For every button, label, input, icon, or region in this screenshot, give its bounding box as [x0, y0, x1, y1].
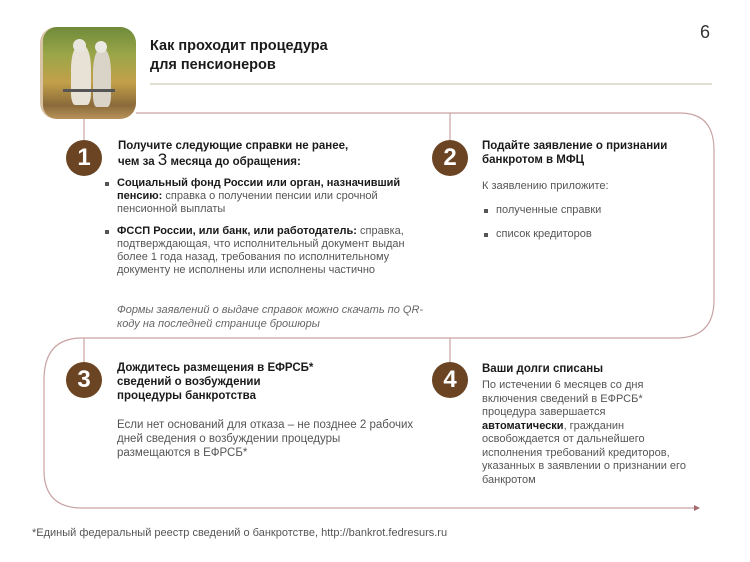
item-source: Социальный фонд России или орган, назначивший пенсию:: [117, 177, 401, 202]
step-2-list: [482, 204, 601, 241]
item-text: справка, подтверждающая, что исполнительный документ выдан более 1 года назад, требования по исполнительному документу не исполнены или исполнены частично: [117, 225, 405, 276]
step-2-intro: К заявлению приложите:: [482, 180, 609, 192]
title-line-2: для пенсионеров: [150, 57, 276, 73]
step-3-heading: Дождитесь размещения в ЕФРСБ* сведений о возбуждении процедуры банкротства: [117, 362, 314, 402]
automatic-emphasis: автоматически: [482, 419, 564, 432]
step-2-heading: Подайте заявление о признании банкротом в МФЦ: [482, 140, 668, 166]
step-3-badge: 3: [66, 362, 102, 398]
step-4-badge: 4: [432, 362, 468, 398]
item-text: справка о получении пенсии или срочной пенсионной выплаты: [117, 190, 378, 215]
months-count: 3: [157, 150, 168, 169]
seniors-photo: [40, 27, 136, 119]
list-item: [103, 177, 433, 216]
step-1-heading: [118, 139, 418, 169]
step-2-badge: 2: [432, 140, 468, 176]
text-part: По истечении 6 месяцев со дня включения сведений в ЕФРСБ* процедура завершается: [482, 379, 644, 418]
page-number: 6: [700, 22, 711, 42]
step-1-heading-line-2: [118, 150, 418, 169]
step-1-heading-line-1: Получите следующие справки не ранее,: [118, 140, 349, 152]
title-line-1: Как проходит процедура: [150, 38, 328, 54]
step-1-note: Формы заявлений о выдаче справок можно скачать по QR-коду на последней странице брошюры: [117, 304, 424, 330]
step-3-text: Если нет оснований для отказа – не позднее 2 рабочих дней сведения о возбуждении процедуры размещаются в ЕФРСБ*: [117, 419, 414, 459]
list-item: [103, 225, 433, 277]
footnote: *Единый федеральный реестр сведений о банкротстве, http://bankrot.fedresurs.ru: [32, 527, 448, 539]
list-item: полученные справки: [482, 204, 601, 217]
page-title: [150, 37, 328, 75]
step-4-heading: Ваши долги списаны: [482, 363, 604, 375]
heading-text: месяца до обращения:: [167, 156, 301, 168]
item-source: ФССП России, или банк, или работодатель:: [117, 225, 357, 237]
step-4-text: [482, 379, 692, 487]
heading-text: чем за: [118, 156, 158, 168]
text-part: , гражданин освобождается от дальнейшего исполнения требований кредиторов, указанных в заявлении о признании его банкротом: [482, 419, 686, 486]
step-1-badge: 1: [66, 140, 102, 176]
step-1-list: [103, 177, 433, 277]
list-item: список кредиторов: [482, 228, 601, 241]
